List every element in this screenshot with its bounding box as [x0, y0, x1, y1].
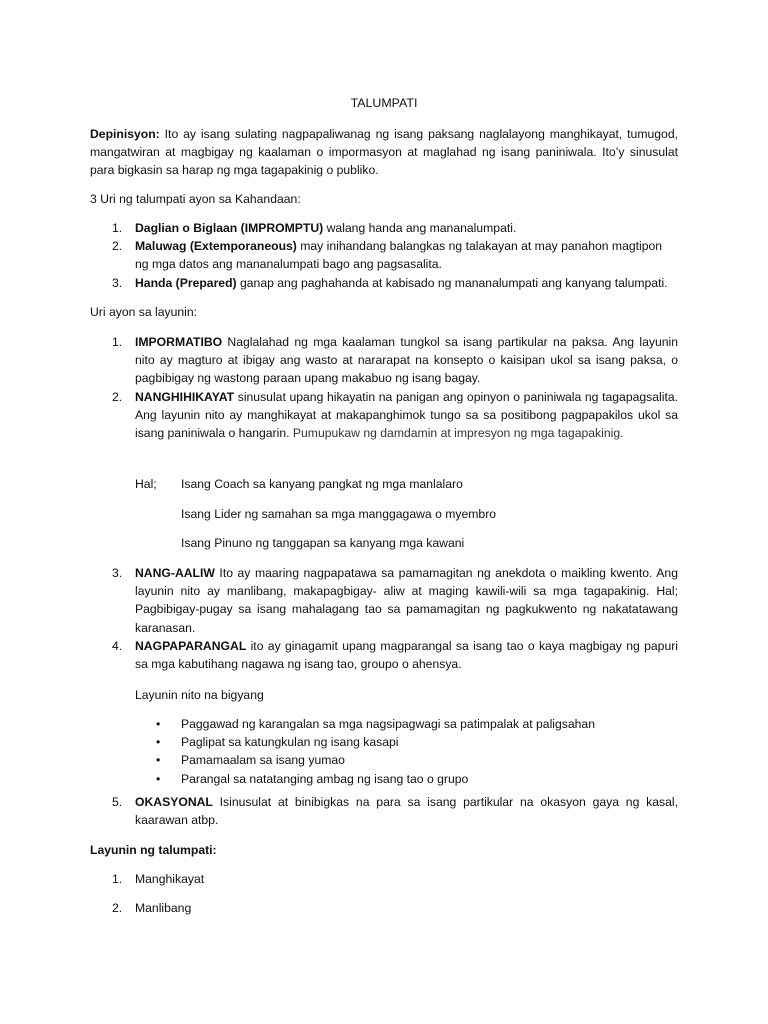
layunin-heading: Uri ayon sa layunin:	[90, 305, 198, 319]
purpose-bullets	[135, 715, 635, 788]
example-line: Isang Lider ng samahan sa mga manggagawa o myembro	[181, 507, 497, 521]
item-term: OKASYONAL	[135, 795, 213, 809]
example-label: Hal;	[135, 477, 157, 491]
item-term: Maluwag (Extemporaneous)	[135, 239, 297, 254]
bullet-item: • Pamamaalam sa isang yumao	[156, 753, 345, 768]
definition-paragraph	[90, 125, 678, 180]
layunin-list-part2	[90, 564, 678, 673]
talumpati-purpose-list	[90, 870, 678, 917]
example-line: Isang Coach sa kanyang pangkat ng mga manlalaro	[181, 477, 463, 491]
example-line: Isang Pinuno ng tanggapan sa kanyang mga kawani	[181, 536, 465, 550]
list-item: 2. Manlibang	[112, 901, 192, 916]
document-title: TALUMPATI	[350, 96, 418, 110]
item-term: NANGHIHIKAYAT	[135, 389, 235, 404]
list-item: 1. Daglian o Biglaan (IMPROMPTU) walang handa ang mananalumpati.	[112, 221, 517, 235]
list-item: 1. Manghikayat	[112, 872, 205, 886]
layunin-list-part1	[90, 333, 678, 442]
item-term: Handa (Prepared)	[135, 275, 237, 290]
bullet-item: • Paglipat sa katungkulan ng isang kasapi	[156, 735, 399, 750]
layunin-list-part3	[90, 793, 678, 829]
bullet-item: • Parangal sa natatanging ambag ng isang tao o grupo	[156, 771, 469, 786]
definition-label: Depinisyon:	[90, 127, 160, 141]
talumpati-purpose-heading: Layunin ng talumpati:	[90, 843, 217, 857]
item-term: NAGPAPARANGAL	[135, 638, 247, 653]
item-term: IMPORMATIBO	[135, 335, 223, 349]
purpose-label: Layunin nito na bigyang	[135, 688, 264, 702]
list-item: 4. NAGPAPARANGAL ito ay ginagamit upang magparangal sa isang tao o kaya magbigay ng papuri sa mga kabutihang nagawa ng isang tao, groupo o ahensya.	[112, 638, 678, 672]
list-item: 1. IMPORMATIBO Naglalahad ng mga kaalaman tungkol sa isang partikular na paksa. Ang layunin nito ay magturo at ibigay ang wasto at nararapat na konsepto o kaisipan ukol sa isang paksa, o pagbibigay ng wastong paraan upang makabuo ng isang bagay.	[112, 335, 678, 386]
bullet-item: • Paggawad ng karangalan sa mga nagsipagwagi sa patimpalak at paligsahan	[156, 717, 595, 731]
list-item: 3. NANG-AALIW Ito ay maaring nagpapatawa sa pamamagitan ng anekdota o maikling kwento. Ang layunin nito ay manlibang, makapagbigay- aliw at maging kawili-wili sa mga tagapakinig. Hal; Pagbibigay-pugay sa isang mahalagang tao sa pamamagitan ng pagkukwento ng nakatatawang karanasan.	[112, 566, 678, 635]
definition-text: Ito ay isang sulating nagpapaliwanag ng isang paksang naglalayong manghikayat, tumugod, mangatwiran at magbigay ng kaalaman o impormasyon at maglahad ng isang paniniwala. Ito’y sinusulat para bigkasin sa harap ng mga tagapakinig o publiko.	[90, 127, 678, 178]
list-item: 3. Handa (Prepared) ganap ang paghahanda at kabisado ng mananalumpati ang kanyang talumpati.	[112, 275, 668, 290]
list-item: 5. OKASYONAL Isinusulat at binibigkas na para sa isang partikular na okasyon gaya ng kasal, kaarawan atbp.	[112, 795, 678, 828]
item-term: NANG-AALIW	[135, 566, 215, 580]
kahandaan-list	[90, 219, 678, 292]
list-item: 2. NANGHIHIKAYAT sinusulat upang hikayatin na panigan ang opinyon o paniniwala ng tagapagsalita. Ang layunin nito ay manghikayat at makapanghimok tungo sa sa positibong pagpapakilos ukol sa isang paniniwala o hangarin. Pumupukaw ng damdamin at impresyon ng mga tagapakinig.	[112, 389, 678, 441]
item-term: Daglian o Biglaan (IMPROMPTU)	[135, 221, 324, 235]
kahandaan-heading: 3 Uri ng talumpati ayon sa Kahandaan:	[90, 192, 301, 206]
list-item: 2. Maluwag (Extemporaneous) may inihandang balangkas ng talakayan at may panahon magtipon ng mga datos ang mananalumpati bago ang pagsasalita.	[112, 239, 663, 272]
